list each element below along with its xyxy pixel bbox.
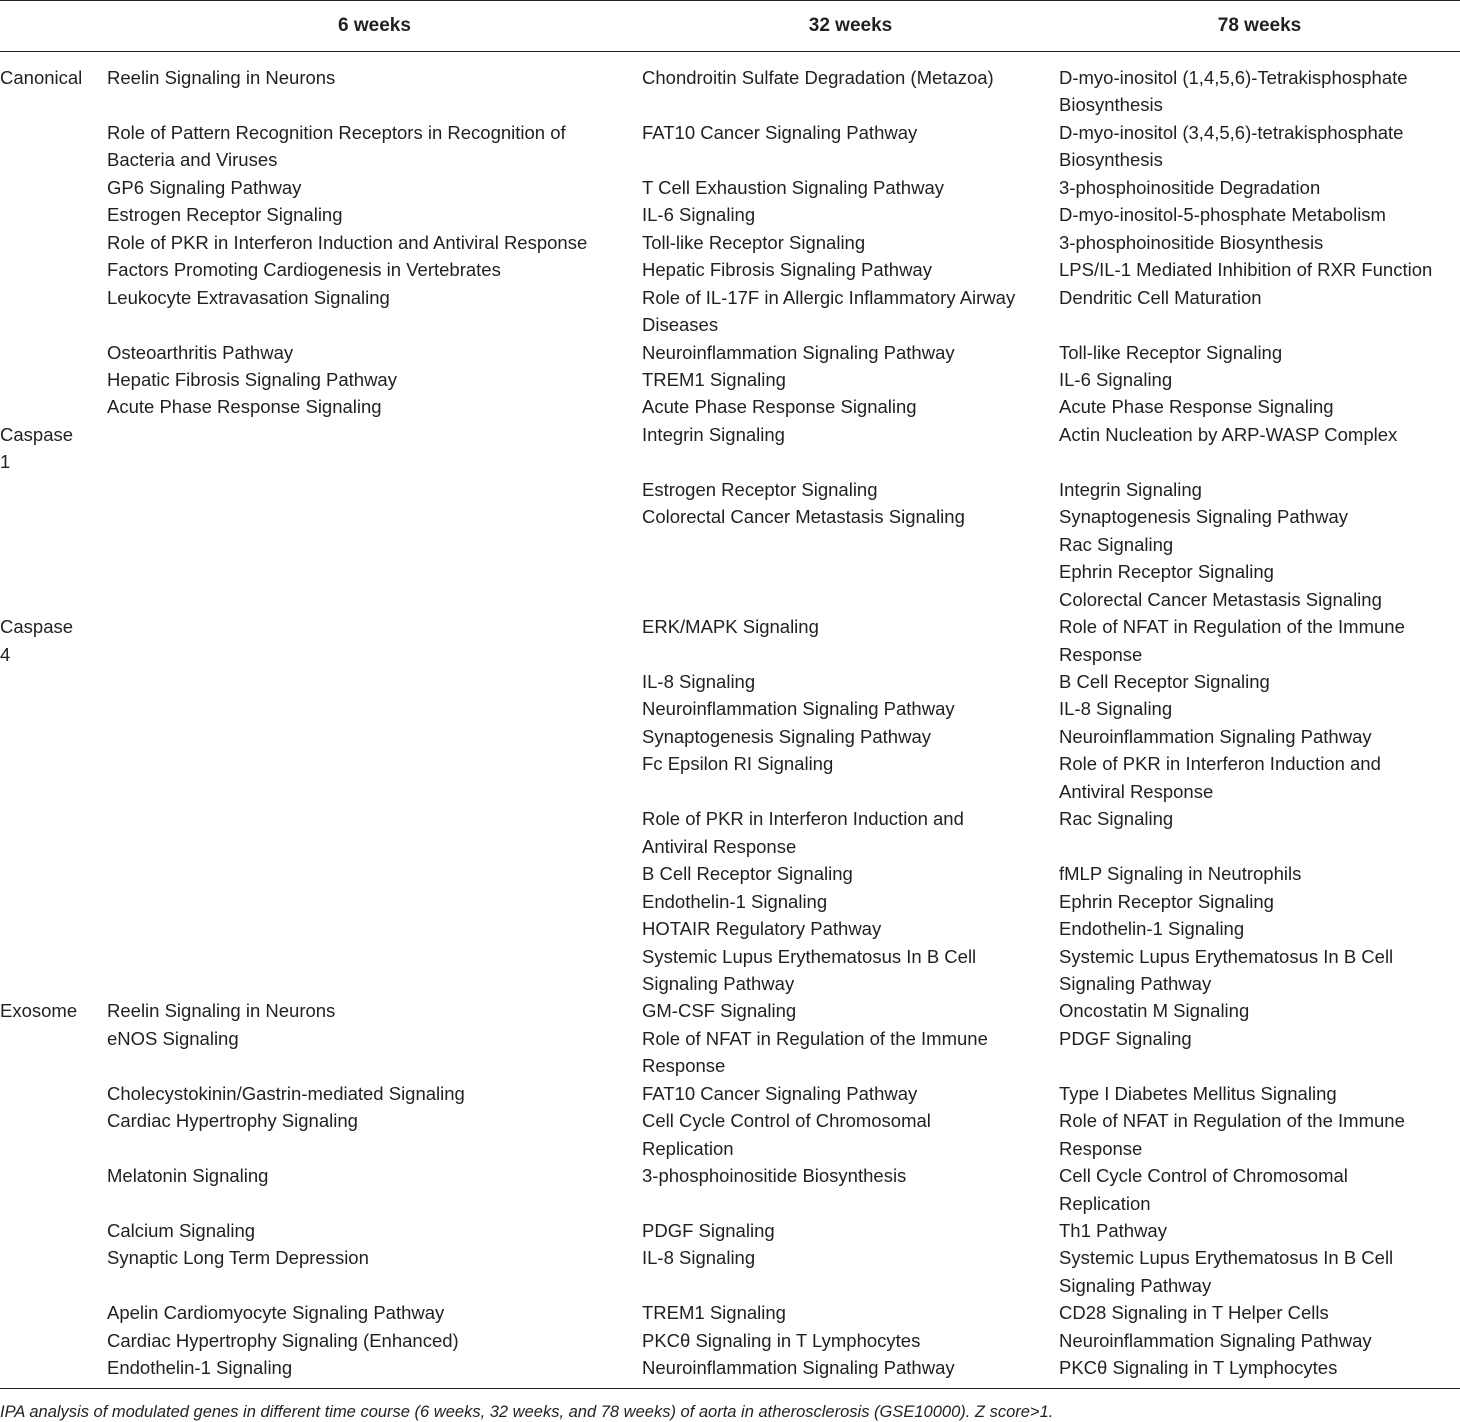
pathway-line: PDGF Signaling — [1059, 1027, 1192, 1049]
pathway-cell-78-weeks — [1059, 997, 1460, 1388]
pathway-line: Endothelin-1 Signaling — [107, 1357, 293, 1379]
pathway-line: Signaling Pathway — [1059, 972, 1212, 994]
pathway-line: Acute Phase Response Signaling — [642, 396, 917, 418]
table-row — [0, 52, 1460, 421]
pathway-line: eNOS Signaling — [107, 1027, 239, 1049]
pathway-line: IL-6 Signaling — [642, 204, 756, 226]
pathway-line: Neuroinflammation Signaling Pathway — [642, 341, 955, 363]
pathway-cell-6-weeks — [107, 421, 642, 613]
pathway-line: PDGF Signaling — [642, 1220, 775, 1242]
pathway-line: T Cell Exhaustion Signaling Pathway — [642, 176, 944, 198]
pathway-line: GM-CSF Signaling — [642, 1000, 797, 1022]
header-78-weeks: 78 weeks — [1059, 1, 1460, 52]
pathway-line: Colorectal Cancer Metastasis Signaling — [642, 506, 965, 528]
header-row — [0, 1, 1460, 52]
pathway-line: IL-8 Signaling — [642, 1247, 756, 1269]
pathway-line: Role of NFAT in Regulation of the Immune — [642, 1027, 988, 1049]
pathway-line — [642, 778, 1059, 805]
pathway-line: LPS/IL-1 Mediated Inhibition of RXR Function — [1059, 259, 1433, 281]
pathway-line: Dendritic Cell Maturation — [1059, 286, 1262, 308]
pathway-line: Replication — [1059, 1192, 1151, 1214]
pathway-line: Chondroitin Sulfate Degradation (Metazoa) — [642, 67, 994, 88]
pathway-line — [642, 146, 1059, 173]
pathway-line: Toll-like Receptor Signaling — [1059, 341, 1283, 363]
pathway-line: 3-phosphoinositide Biosynthesis — [642, 1165, 907, 1187]
category-label: Caspase 1 — [0, 423, 74, 473]
pathway-line — [107, 1135, 642, 1162]
pathway-line: B Cell Receptor Signaling — [642, 863, 853, 885]
pathway-line: Rac Signaling — [1059, 533, 1174, 555]
pathway-line: Apelin Cardiomyocyte Signaling Pathway — [107, 1302, 445, 1324]
pathway-cell-78-weeks — [1059, 52, 1460, 421]
category-cell — [0, 52, 107, 421]
pathway-cell-32-weeks — [642, 52, 1059, 421]
pathway-line: Cardiac Hypertrophy Signaling (Enhanced) — [107, 1329, 459, 1351]
pathway-line: Biosynthesis — [1059, 94, 1163, 116]
pathway-line: Calcium Signaling — [107, 1220, 256, 1242]
pathway-line — [107, 91, 642, 118]
category-label: Exosome — [0, 1000, 78, 1022]
pathway-line: Role of NFAT in Regulation of the Immune — [1059, 1110, 1405, 1132]
pathway-line: Leukocyte Extravasation Signaling — [107, 286, 390, 308]
pathway-line: Actin Nucleation by ARP-WASP Complex — [1059, 423, 1398, 445]
header-6-weeks: 6 weeks — [107, 1, 642, 52]
pathway-line: Neuroinflammation Signaling Pathway — [1059, 1329, 1372, 1351]
pathway-line: Endothelin-1 Signaling — [1059, 918, 1245, 940]
pathway-line: PKCθ Signaling in T Lymphocytes — [1059, 1357, 1338, 1379]
pathway-line: Biosynthesis — [1059, 149, 1163, 171]
pathway-line — [107, 1190, 642, 1217]
pathway-line: Diseases — [642, 314, 719, 336]
pathway-line: Type I Diabetes Mellitus Signaling — [1059, 1082, 1337, 1104]
pathway-line: Replication — [642, 1137, 734, 1159]
pathway-cell-32-weeks — [642, 421, 1059, 613]
pathway-cell-78-weeks — [1059, 421, 1460, 613]
pathway-line: Synaptic Long Term Depression — [107, 1247, 369, 1269]
pathway-line — [642, 448, 1059, 475]
pathway-line: Cell Cycle Control of Chromosomal — [1059, 1165, 1348, 1187]
category-cell — [0, 421, 107, 613]
pathway-line: Reelin Signaling in Neurons — [107, 1000, 336, 1022]
header-category — [0, 1, 107, 52]
pathway-line: Cholecystokinin/Gastrin-mediated Signaling — [107, 1082, 465, 1104]
pathway-line: Colorectal Cancer Metastasis Signaling — [1059, 588, 1382, 610]
pathway-line: D-myo-inositol (3,4,5,6)-tetrakisphosphate — [1059, 121, 1404, 143]
pathway-line: Antiviral Response — [642, 835, 797, 857]
pathway-line: Role of PKR in Interferon Induction and Antiviral Response — [107, 231, 588, 253]
pathway-line: Fc Epsilon RI Signaling — [642, 753, 834, 775]
pathway-cell-32-weeks — [642, 613, 1059, 997]
pathway-line: Rac Signaling — [1059, 808, 1174, 830]
pathway-line: Systemic Lupus Erythematosus In B Cell — [642, 945, 977, 967]
pathway-line: Toll-like Receptor Signaling — [642, 231, 866, 253]
pathway-line: TREM1 Signaling — [642, 1302, 786, 1324]
pathway-line: Acute Phase Response Signaling — [107, 396, 382, 418]
table-body — [0, 52, 1460, 1389]
pathway-line: Role of NFAT in Regulation of the Immune — [1059, 616, 1405, 638]
pathway-line: Acute Phase Response Signaling — [1059, 396, 1334, 418]
pathway-line: Role of IL-17F in Allergic Inflammatory Airway — [642, 286, 1016, 308]
pathway-cell-6-weeks — [107, 997, 642, 1388]
pathway-line — [642, 1190, 1059, 1217]
pathway-line: Bacteria and Viruses — [107, 149, 278, 171]
pathway-line: HOTAIR Regulatory Pathway — [642, 918, 882, 940]
pathway-line: Response — [642, 1055, 726, 1077]
pathway-line — [642, 1272, 1059, 1299]
pathway-line: Signaling Pathway — [1059, 1274, 1212, 1296]
pathway-cell-6-weeks — [107, 52, 642, 421]
pathway-line: Neuroinflammation Signaling Pathway — [642, 1357, 955, 1379]
pathway-line: GP6 Signaling Pathway — [107, 176, 302, 198]
pathway-line — [1059, 311, 1460, 338]
pathway-cell-32-weeks — [642, 997, 1059, 1388]
pathway-line: Signaling Pathway — [642, 972, 795, 994]
pathway-line: Osteoarthritis Pathway — [107, 341, 294, 363]
pathway-line: Ephrin Receptor Signaling — [1059, 561, 1274, 583]
pathway-line: D-myo-inositol-5-phosphate Metabolism — [1059, 204, 1386, 226]
pathway-line: Hepatic Fibrosis Signaling Pathway — [107, 368, 397, 390]
pathway-line: Hepatic Fibrosis Signaling Pathway — [642, 259, 932, 281]
pathway-line: Role of PKR in Interferon Induction and — [642, 808, 964, 830]
pathway-line: Th1 Pathway — [1059, 1220, 1167, 1242]
pathway-line: Endothelin-1 Signaling — [642, 890, 828, 912]
pathway-line: Systemic Lupus Erythematosus In B Cell — [1059, 1247, 1394, 1269]
pathway-line — [107, 1052, 642, 1079]
pathway-line: FAT10 Cancer Signaling Pathway — [642, 1082, 918, 1104]
pathway-line: Factors Promoting Cardiogenesis in Vertebrates — [107, 259, 501, 281]
table-caption: IPA analysis of modulated genes in different time course (6 weeks, 32 weeks, and 78 weeks) of aorta in atherosclerosis (GSE10000). Z score>1. — [0, 1403, 1054, 1421]
pathway-line: Estrogen Receptor Signaling — [107, 204, 343, 226]
pathway-cell-78-weeks — [1059, 613, 1460, 997]
pathway-line — [107, 1272, 642, 1299]
pathway-line: Melatonin Signaling — [107, 1165, 269, 1187]
pathway-line: Synaptogenesis Signaling Pathway — [1059, 506, 1348, 528]
pathway-cell-6-weeks — [107, 613, 642, 997]
pathway-line: Cell Cycle Control of Chromosomal — [642, 1110, 931, 1132]
pathway-line: Ephrin Receptor Signaling — [1059, 890, 1274, 912]
pathway-line: Neuroinflammation Signaling Pathway — [1059, 725, 1372, 747]
pathway-line: Neuroinflammation Signaling Pathway — [642, 698, 955, 720]
pathway-line: B Cell Receptor Signaling — [1059, 670, 1270, 692]
table-row — [0, 421, 1460, 613]
pathway-line: fMLP Signaling in Neutrophils — [1059, 863, 1302, 885]
pathway-line — [1059, 833, 1460, 860]
pathway-line: Response — [1059, 1137, 1143, 1159]
pathway-line: D-myo-inositol (1,4,5,6)-Tetrakisphosphate — [1059, 67, 1408, 88]
pathway-line — [1059, 1052, 1460, 1079]
pathway-line — [642, 91, 1059, 118]
pathway-line: IL-8 Signaling — [642, 670, 756, 692]
pathway-line: Cardiac Hypertrophy Signaling — [107, 1110, 358, 1132]
pathway-line: Oncostatin M Signaling — [1059, 1000, 1250, 1022]
pathway-line: Systemic Lupus Erythematosus In B Cell — [1059, 945, 1394, 967]
pathway-line: CD28 Signaling in T Helper Cells — [1059, 1302, 1329, 1324]
category-label: Caspase 4 — [0, 616, 74, 665]
category-cell — [0, 613, 107, 997]
pathway-line: Integrin Signaling — [642, 423, 785, 445]
pathway-line: 3-phosphoinositide Biosynthesis — [1059, 231, 1324, 253]
pathway-line: ERK/MAPK Signaling — [642, 616, 819, 638]
pathway-line: Response — [1059, 643, 1143, 665]
pathway-line: IL-6 Signaling — [1059, 368, 1173, 390]
table-row — [0, 613, 1460, 997]
category-cell — [0, 997, 107, 1388]
pathway-line: FAT10 Cancer Signaling Pathway — [642, 121, 918, 143]
category-label: Canonical — [0, 67, 83, 88]
pathway-line: IL-8 Signaling — [1059, 698, 1173, 720]
pathway-line — [107, 311, 642, 338]
pathway-line — [642, 641, 1059, 668]
table-row — [0, 997, 1460, 1388]
pathway-line: 3-phosphoinositide Degradation — [1059, 176, 1321, 198]
pathway-line: Estrogen Receptor Signaling — [642, 478, 878, 500]
pathway-line: TREM1 Signaling — [642, 368, 786, 390]
pathway-line: Integrin Signaling — [1059, 478, 1202, 500]
pathway-line: Reelin Signaling in Neurons — [107, 67, 336, 88]
pathway-line: Role of Pattern Recognition Receptors in Recognition of — [107, 121, 566, 143]
pathway-line — [1059, 448, 1460, 475]
header-32-weeks: 32 weeks — [642, 1, 1059, 52]
pathway-line: Antiviral Response — [1059, 780, 1214, 802]
pathway-line: PKCθ Signaling in T Lymphocytes — [642, 1329, 921, 1351]
pathway-line: Role of PKR in Interferon Induction and — [1059, 753, 1381, 775]
pathway-line: Synaptogenesis Signaling Pathway — [642, 725, 931, 747]
